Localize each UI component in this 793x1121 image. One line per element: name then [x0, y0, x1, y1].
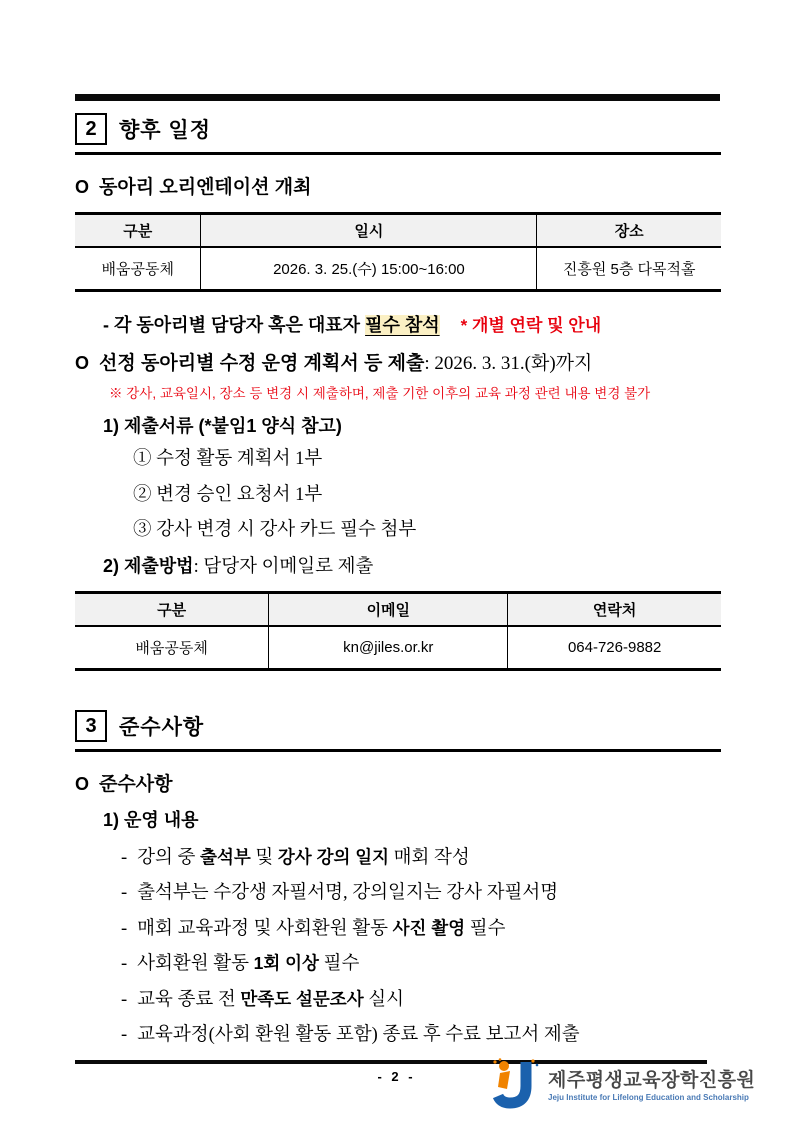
table-header-row — [75, 214, 721, 248]
rule-text: 교육 종료 전 만족도 설문조사 실시 — [137, 988, 404, 1010]
section-3-header — [75, 710, 721, 752]
compliance-heading — [75, 769, 721, 796]
rule-text: 사회환원 활동 1회 이상 필수 — [137, 953, 360, 975]
docs-list — [133, 442, 721, 549]
table-header-row — [75, 592, 721, 626]
dash-bullet: - — [121, 883, 128, 904]
method-line — [103, 552, 721, 578]
dash-bullet: - — [121, 954, 128, 975]
red-contact-note: * 개별 연락 및 안내 — [460, 316, 602, 335]
red-caution-note: ※ 강사, 교육일시, 장소 등 변경 시 제출하며, 제출 기한 이후의 교육 과정 관련 내용 변경 불가 — [109, 386, 651, 401]
table-cell-datetime: 2026. 3. 25.(수) 15:00~16:00 — [201, 247, 537, 291]
rule-item — [121, 846, 721, 868]
section-title: 준수사항 — [119, 715, 205, 739]
column-header: 일시 — [201, 214, 537, 248]
operation-sub-label: 1) 운영 내용 — [103, 809, 199, 830]
docs-item: ① 수정 활동 계획서 1부 — [133, 449, 323, 469]
dash-bullet: - — [103, 315, 109, 335]
column-header: 구분 — [75, 592, 269, 626]
rule-item — [121, 917, 721, 939]
table-cell-place: 진흥원 5층 다목적홀 — [537, 247, 721, 291]
submission-deadline: : 2026. 3. 31.(화)까지 — [424, 353, 593, 374]
page-number: - 2 - — [377, 1069, 416, 1084]
attendance-text: 각 동아리별 담당자 혹은 대표자 — [114, 315, 366, 335]
dash-bullet: - — [121, 918, 128, 939]
rule-item — [121, 955, 721, 974]
method-text: : 담당자 이메일로 제출 — [193, 556, 374, 577]
submission-heading-text — [99, 348, 592, 375]
org-logo-icon — [491, 1056, 541, 1110]
organization-logo — [491, 1056, 755, 1110]
page-content — [75, 110, 721, 1045]
org-name-korean: 제주평생교육장학진흥원 — [548, 1069, 756, 1091]
circle-bullet: O — [75, 353, 90, 373]
org-name-english: Jeju Institute for Lifelong Education and Scholarship — [548, 1092, 749, 1102]
docs-item: ③ 강사 변경 시 강사 카드 필수 첨부 — [133, 520, 417, 541]
org-name-block — [548, 1065, 755, 1102]
highlighted-required-attendance: 필수 참석 — [365, 315, 440, 335]
column-header: 이메일 — [269, 592, 508, 626]
orientation-table — [75, 212, 721, 292]
section-number-badge: 2 — [75, 113, 107, 145]
rule-text: 매회 교육과정 및 사회환원 활동 사진 촬영 필수 — [137, 917, 506, 939]
rule-item — [121, 988, 721, 1010]
column-header: 구분 — [75, 214, 201, 248]
section-title: 향후 일정 — [119, 119, 211, 142]
compliance-heading-text: 준수사항 — [99, 773, 173, 795]
docs-item: ② 변경 승인 요청서 1부 — [133, 484, 323, 505]
top-rule — [75, 94, 720, 101]
rule-text: 강의 중 출석부 및 강사 강의 일지 매회 작성 — [137, 846, 470, 868]
attendance-note — [103, 311, 721, 337]
table-row — [75, 247, 721, 291]
dash-bullet: - — [121, 989, 128, 1010]
table-cell-group: 배움공동체 — [75, 247, 201, 291]
orientation-heading-text: 동아리 오리엔테이션 개최 — [99, 177, 312, 198]
section-number-badge: 3 — [75, 710, 107, 742]
rule-text: 출석부는 수강생 자필서명, 강의일지는 강사 자필서명 — [137, 883, 559, 904]
table-cell-group: 배움공동체 — [75, 626, 269, 670]
rule-item — [121, 884, 721, 903]
column-header: 장소 — [537, 214, 721, 248]
orientation-heading — [75, 172, 721, 199]
method-label: 2) 제출방법 — [103, 555, 194, 576]
table-cell-phone: 064-726-9882 — [508, 626, 721, 670]
submission-heading-bold: 선정 동아리별 수정 운영 계획서 등 제출 — [99, 353, 425, 374]
column-header: 연락처 — [508, 592, 721, 626]
submission-heading — [75, 348, 721, 375]
dash-bullet: - — [121, 847, 128, 868]
section-2-header — [75, 113, 721, 155]
rule-item — [121, 1026, 721, 1045]
circle-bullet: O — [75, 177, 90, 197]
rule-text: 교육과정(사회 환원 활동 포함) 종료 후 수료 보고서 제출 — [137, 1025, 580, 1046]
docs-label: 1) 제출서류 (*붙임1 양식 참고) — [103, 416, 342, 436]
table-row — [75, 626, 721, 670]
table-cell-email: kn@jiles.or.kr — [269, 626, 508, 670]
dash-bullet: - — [121, 1025, 128, 1046]
circle-bullet: O — [75, 773, 90, 794]
compliance-rules-list — [121, 846, 721, 1046]
contact-table — [75, 591, 721, 671]
